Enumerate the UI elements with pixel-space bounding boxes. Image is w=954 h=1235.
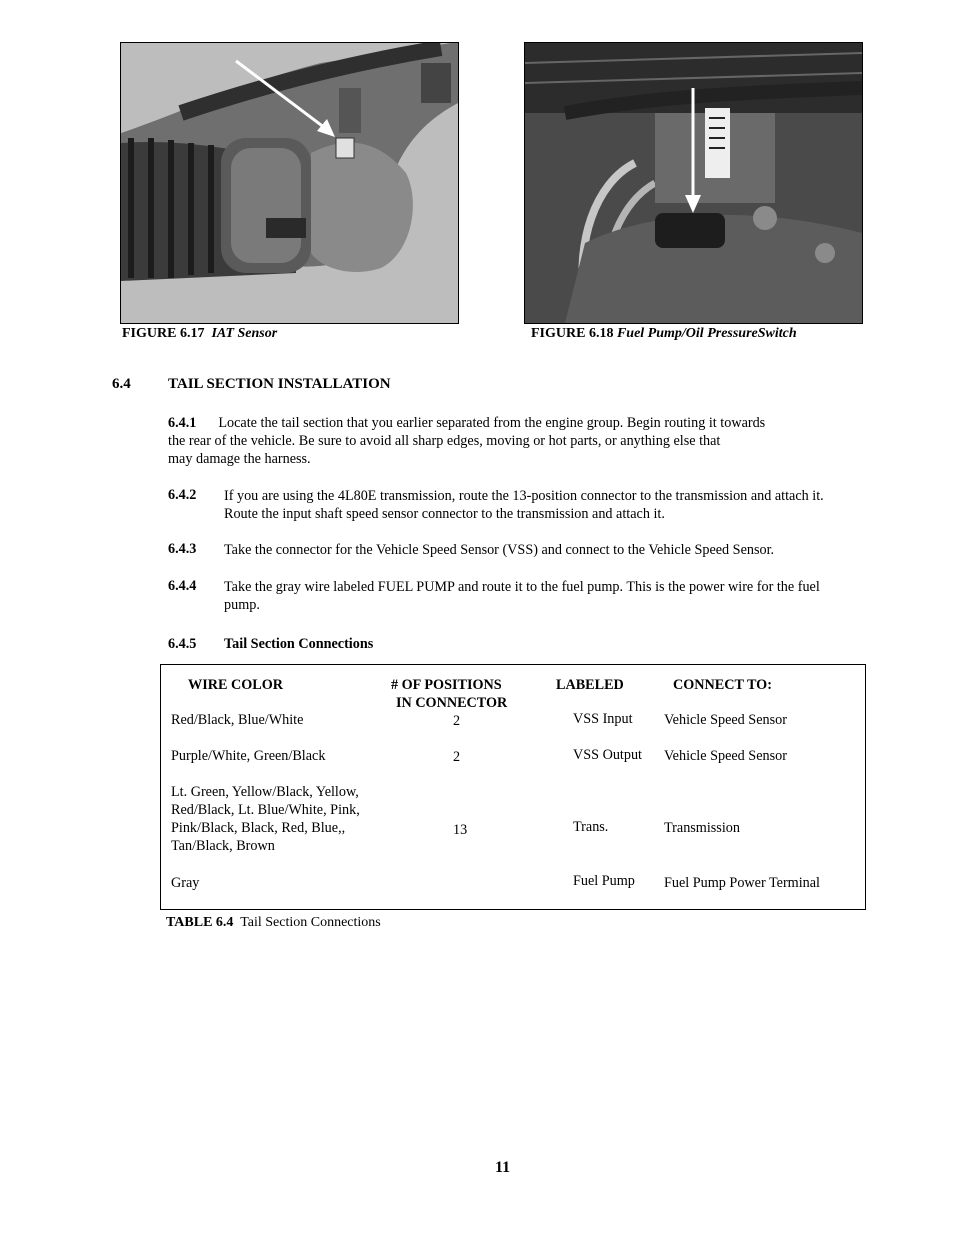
table-row-wire: Purple/White, Green/Black	[171, 748, 326, 764]
step-number: 6.4.3	[168, 541, 197, 557]
figure-6-17-photo	[120, 42, 459, 324]
header-positions: # OF POSITIONS	[391, 677, 502, 693]
step-6-4-3	[224, 541, 904, 559]
table-caption-title: Tail Section Connections	[240, 915, 381, 930]
step-line: Take the gray wire labeled FUEL PUMP and route it to the fuel pump. This is the power wire for the fuel	[224, 579, 820, 595]
table-row-wire: Tan/Black, Brown	[171, 838, 275, 854]
table-row-connect: Vehicle Speed Sensor	[664, 748, 787, 764]
step-line: Route the input shaft speed sensor connector to the transmission and attach it.	[224, 506, 665, 522]
table-row-positions: 2	[453, 713, 461, 729]
table-row-wire: Lt. Green, Yellow/Black, Yellow,	[171, 784, 359, 800]
tail-section-connections-table	[160, 664, 866, 910]
figure-6-18-photo	[524, 42, 863, 324]
step-line: Take the connector for the Vehicle Speed Sensor (VSS) and connect to the Vehicle Speed Sensor.	[224, 542, 775, 558]
step-line: the rear of the vehicle. Be sure to avoid all sharp edges, moving or hot parts, or anything else that	[168, 433, 721, 449]
section-title: TAIL SECTION INSTALLATION	[168, 376, 391, 392]
step-6-4-2	[224, 487, 904, 523]
table-row-labeled: Fuel Pump	[573, 873, 635, 889]
table-caption	[166, 915, 381, 931]
table-row-wire: Pink/Black, Black, Red, Blue,,	[171, 820, 346, 836]
header-connect-to: CONNECT TO:	[673, 677, 772, 693]
step-line: pump.	[224, 597, 260, 613]
table-row-connect: Transmission	[664, 820, 740, 836]
table-row-labeled: VSS Input	[573, 711, 633, 727]
step-line: If you are using the 4L80E transmission, route the 13-position connector to the transmission and attach it.	[224, 488, 824, 504]
step-6-4-4	[224, 578, 904, 614]
step-line: may damage the harness.	[168, 451, 311, 467]
step-number: 6.4.4	[168, 578, 197, 594]
figure-number: FIGURE 6.18	[531, 326, 614, 341]
table-heading: Tail Section Connections	[224, 636, 374, 652]
step-number: 6.4.5	[168, 636, 197, 652]
header-labeled: LABELED	[556, 677, 624, 693]
header-positions-2: IN CONNECTOR	[396, 695, 508, 711]
table-row-positions: 2	[453, 749, 461, 765]
figure-number: FIGURE 6.17	[122, 326, 205, 341]
header-wire-color: WIRE COLOR	[188, 677, 283, 693]
figure-title: IAT Sensor	[211, 326, 278, 341]
table-row-positions: 13	[453, 822, 468, 838]
table-row-connect: Vehicle Speed Sensor	[664, 712, 787, 728]
section-number: 6.4	[112, 376, 131, 392]
step-number: 6.4.1	[168, 415, 197, 431]
figure-6-18-caption	[531, 326, 797, 342]
table-row-wire: Gray	[171, 875, 200, 891]
table-row-wire: Red/Black, Lt. Blue/White, Pink,	[171, 802, 360, 818]
step-6-4-1	[168, 414, 868, 468]
table-caption-number: TABLE 6.4	[166, 915, 234, 930]
step-number: 6.4.2	[168, 487, 197, 503]
table-row-wire: Red/Black, Blue/White	[171, 712, 304, 728]
figure-title: Fuel Pump/Oil PressureSwitch	[616, 326, 797, 341]
table-row-labeled: Trans.	[573, 819, 609, 835]
page-number: 11	[495, 1159, 511, 1176]
step-line: Locate the tail section that you earlier separated from the engine group. Begin routing it towards	[218, 415, 766, 431]
table-row-connect: Fuel Pump Power Terminal	[664, 875, 820, 891]
figure-6-17-caption	[122, 326, 277, 342]
table-row-labeled: VSS Output	[573, 747, 642, 763]
